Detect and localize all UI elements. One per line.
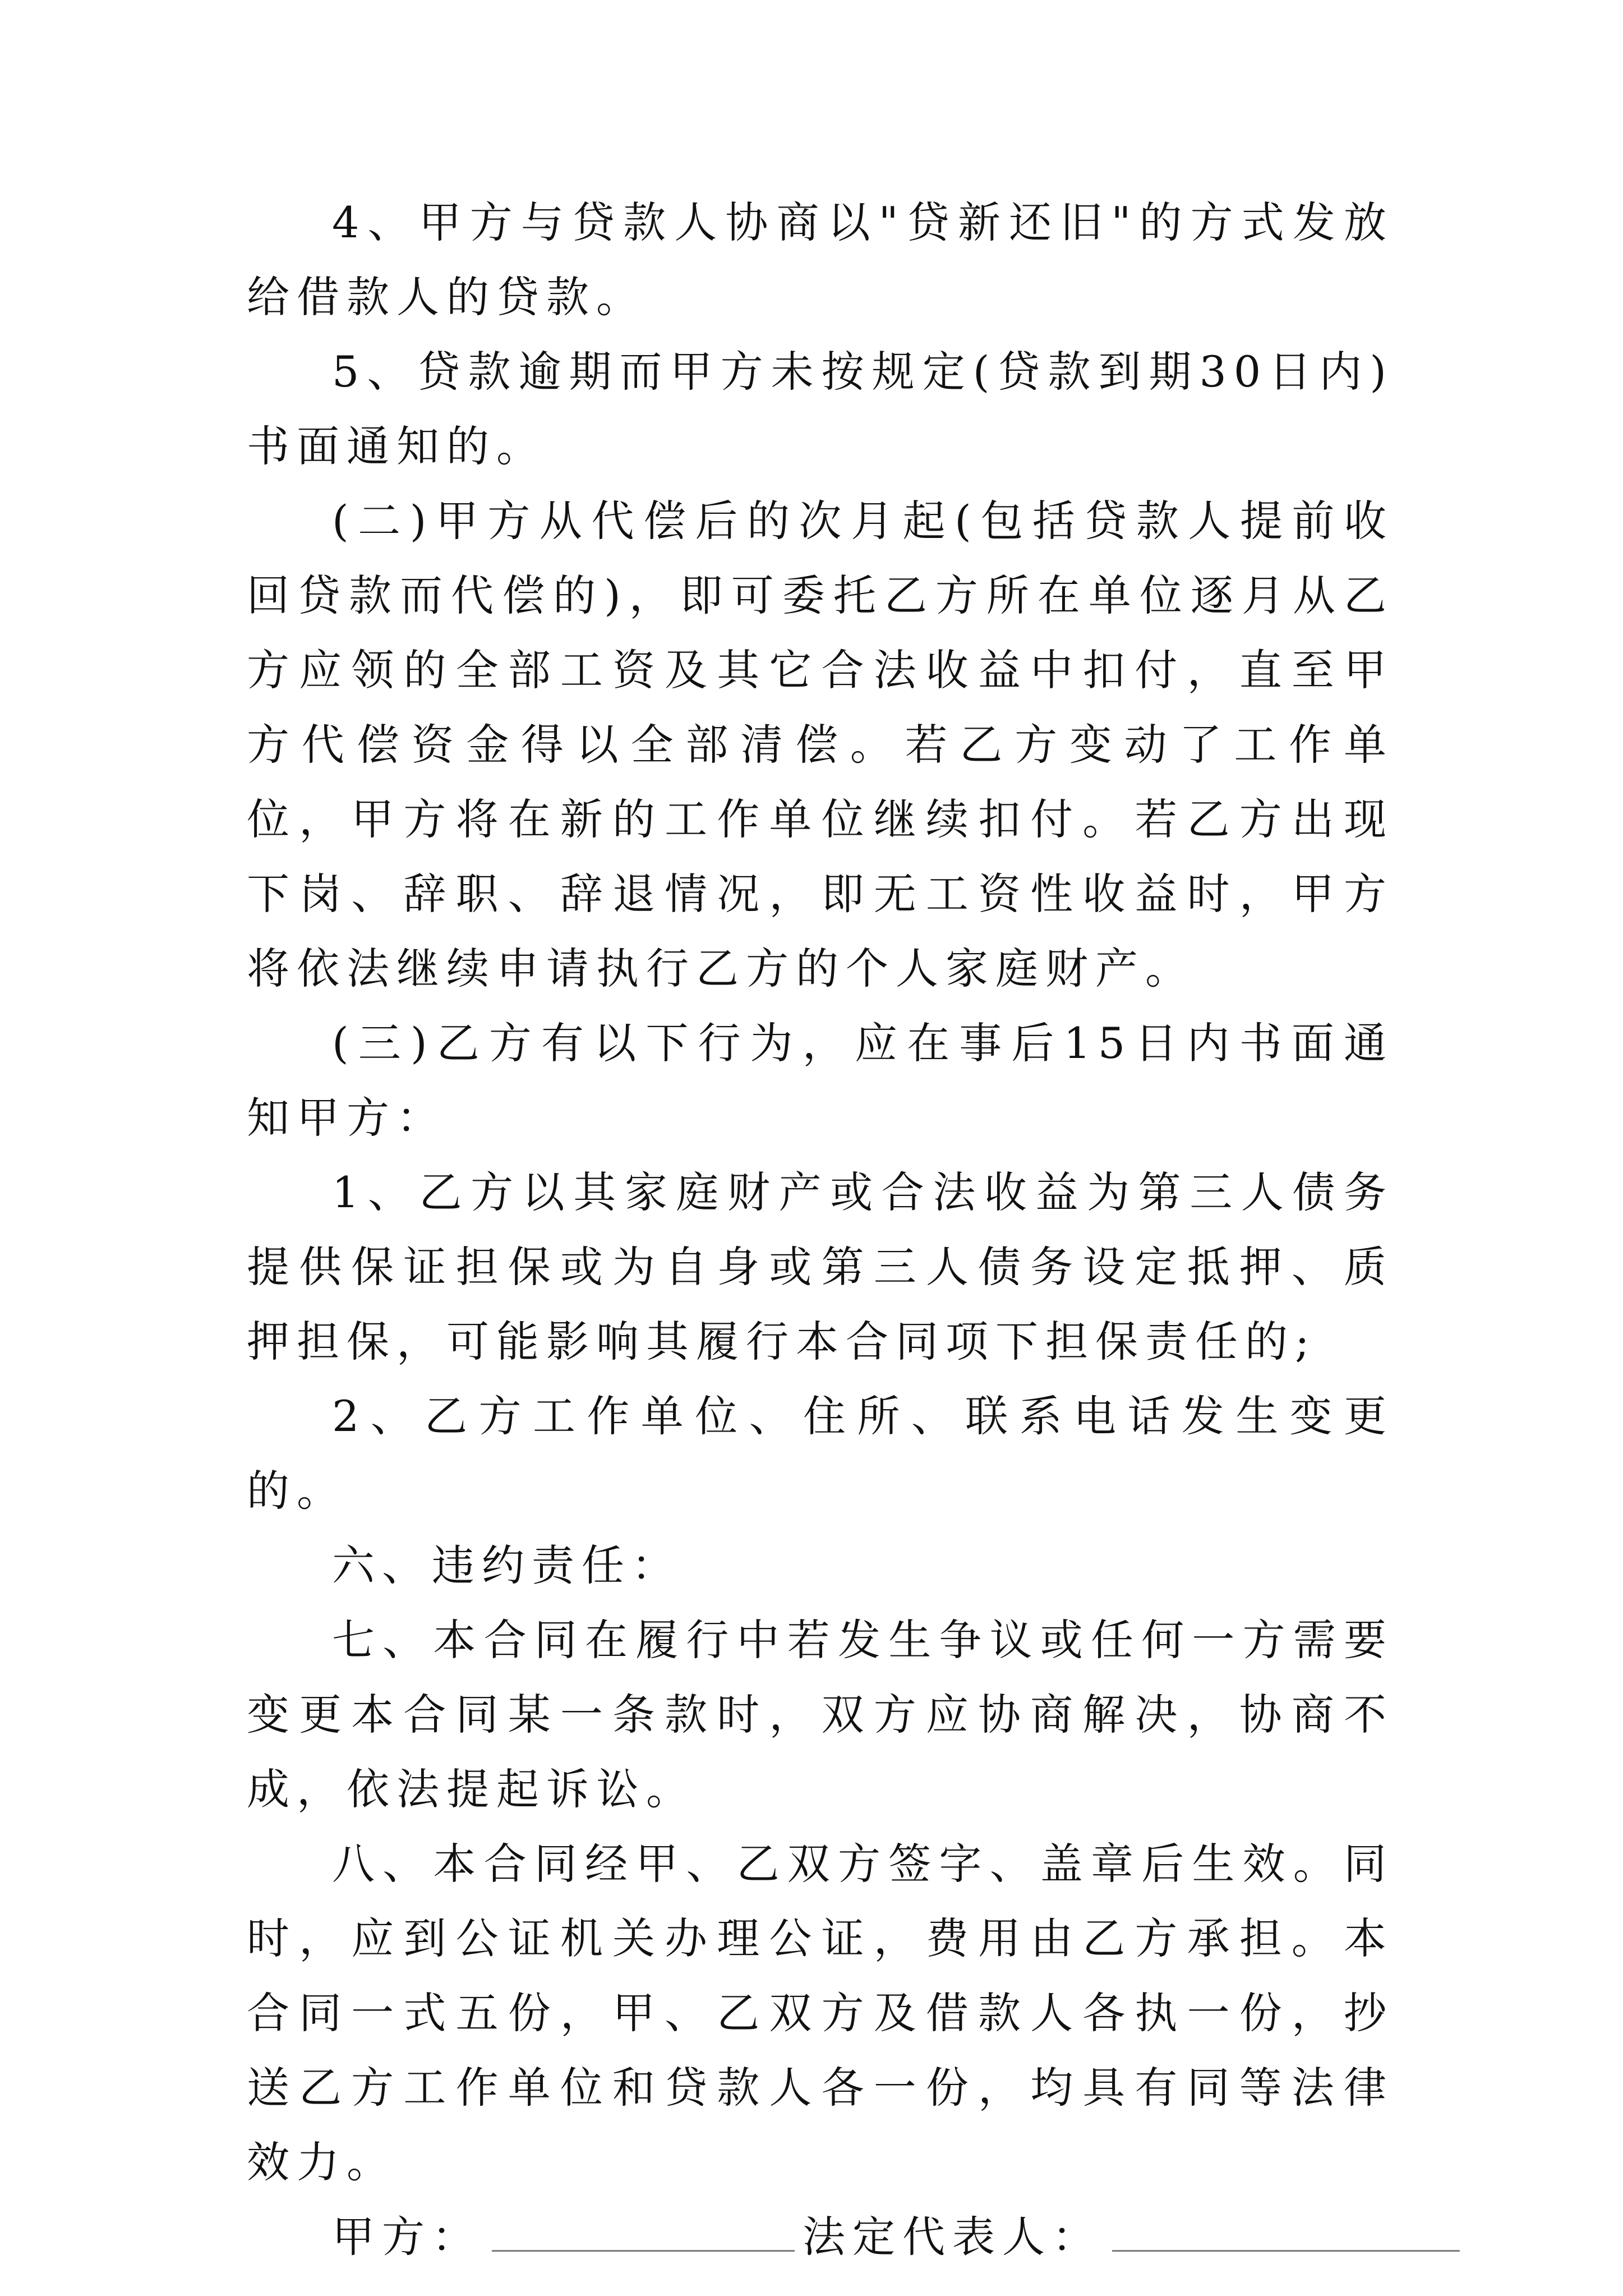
party-a-label: 甲方： [332,2212,482,2262]
signature-line [247,2200,1394,2274]
contract-body [247,185,1394,2274]
legal-rep-signature-blank [1112,2201,1460,2252]
clause-4-paragraph: 4、甲方与贷款人协商以"贷新还旧"的方式发放给借款人的贷款。 [247,197,1394,322]
section-3-paragraph: (三)乙方有以下行为，应在事后15日内书面通知甲方： [247,1018,1394,1143]
article-7-paragraph: 七、本合同在履行中若发生争议或任何一方需要变更本合同某一条款时，双方应协商解决，协商不成，依法提起诉讼。 [247,1615,1394,1814]
section-3-item-1: 1、乙方以其家庭财产或合法收益为第三人债务提供保证担保或为自身或第三人债务设定抵押、质押担保，可能影响其履行本合同项下担保责任的; [247,1167,1394,1366]
section-3-item-2: 2、乙方工作单位、住所、联系电话发生变更的。 [247,1391,1394,1516]
section-2-paragraph: (二)甲方从代偿后的次月起(包括贷款人提前收回贷款而代偿的)，即可委托乙方所在单位逐月从乙方应领的全部工资及其它合法收益中扣付，直至甲方代偿资金得以全部清偿。若乙方变动了工作单位，甲方将在新的工作单位继续扣付。若乙方出现下岗、辞职、辞退情况，即无工资性收益时，甲方将依法继续申请执行乙方的个人家庭财产。 [247,496,1394,993]
legal-rep-label: 法定代表人： [803,2212,1102,2262]
clause-5-paragraph: 5、贷款逾期而甲方未按规定(贷款到期30日内)书面通知的。 [247,347,1394,471]
party-a-signature-blank [492,2201,795,2252]
article-8-paragraph: 八、本合同经甲、乙双方签字、盖章后生效。同时，应到公证机关办理公证，费用由乙方承担。本合同一式五份，甲、乙双方及借款人各执一份，抄送乙方工作单位和贷款人各一份，均具有同等法律效力。 [247,1839,1394,2187]
article-6-heading: 六、违约责任： [332,1540,681,1590]
